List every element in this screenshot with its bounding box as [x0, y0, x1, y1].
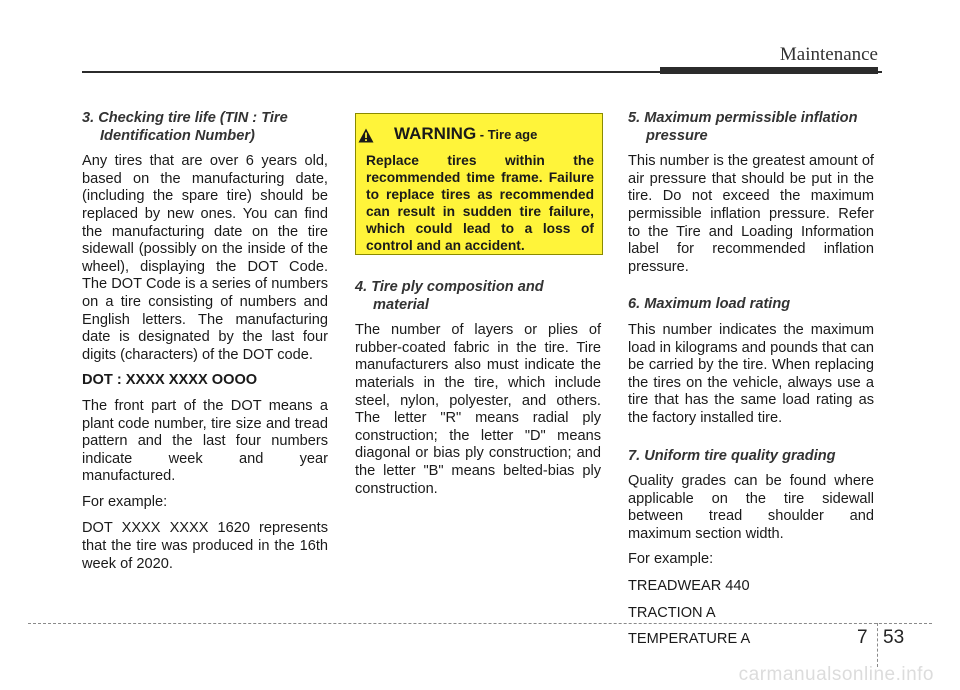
- example-label: For example:: [82, 493, 168, 510]
- header-rule-accent: [660, 67, 878, 74]
- warning-triangle-icon: [358, 128, 374, 143]
- footer-divider: [877, 623, 878, 667]
- example-label: For example:: [628, 551, 714, 568]
- grade-temperature: TEMPERATURE A: [628, 631, 751, 648]
- heading-ply-composition: 4. Tire ply composition and material: [355, 279, 544, 313]
- paragraph-quality-grading: Quality grades can be found where applicable on the tire sidewall between tread shoulder and maximum section width.: [628, 473, 874, 542]
- grade-traction: TRACTION A: [628, 604, 716, 621]
- dot-code-format: DOT : XXXX XXXX OOOO: [82, 372, 258, 389]
- grade-treadwear: TREADWEAR 440: [628, 578, 750, 595]
- footer-rule: [28, 623, 932, 624]
- page-number: 53: [883, 627, 905, 648]
- warning-title: [394, 124, 537, 144]
- watermark: carmanualsonline.info: [738, 664, 934, 685]
- heading-quality-grading: 7. Uniform tire quality grading: [628, 447, 836, 464]
- paragraph-inflation-pressure: This number is the greatest amount of air pressure that should be put in the tire. Do not exceed the maximum permissible inflation pressure. Refer to the Tire and Loading Information label for recommended inflation pressure.: [628, 153, 874, 275]
- paragraph-ply-composition: The number of layers or plies of rubber-coated fabric in the tire. Tire manufacturers also must indicate the materials in the tire, which include steel, nylon, polyester, and others. The letter "R" means radial ply construction; the letter "D" means diagonal or bias ply construction; and the letter "B" means belted-bias ply construction.: [355, 322, 601, 497]
- column-left: [82, 110, 328, 581]
- chapter-number: 7: [857, 627, 868, 648]
- heading-tire-life: 3. Checking tire life (TIN : Tire Identification Number): [82, 110, 288, 144]
- paragraph-tire-age: Any tires that are over 6 years old, based on the manufacturing date, (including the spare tire) should be replaced by new ones. You can find the manufacturing date on the tire sidewall (possibly on the inside of the wheel), displaying the DOT Code. The DOT Code is a series of numbers on a tire consisting of numbers and English letters. The manufacturing date is designated by the last four digits (characters) of the DOT code.: [82, 153, 328, 363]
- warning-box: [355, 113, 603, 255]
- heading-inflation-pressure: 5. Maximum permissible inflation pressure: [628, 110, 858, 144]
- paragraph-load-rating: This number indicates the maximum load in kilograms and pounds that can be carried by the tire. When replacing the tires on the vehicle, always use a tire that has the same load rating as the factory installed tire.: [628, 321, 874, 426]
- warning-subject: - Tire age: [476, 127, 538, 142]
- column-middle: [355, 279, 601, 506]
- warning-text: Replace tires within the recommended time frame. Failure to replace tires as recommended can result in sudden tire failure, which could lead to a loss of control and an accident.: [366, 153, 594, 253]
- warning-word: WARNING: [394, 124, 477, 143]
- section-title: Maintenance: [779, 44, 878, 65]
- heading-load-rating: 6. Maximum load rating: [628, 296, 791, 313]
- column-right: [628, 110, 874, 658]
- paragraph-dot-meaning: The front part of the DOT means a plant code number, tire size and tread pattern and the last four numbers indicate week and year manufactured.: [82, 397, 328, 485]
- paragraph-dot-example: DOT XXXX XXXX 1620 represents that the tire was produced in the 16th week of 2020.: [82, 520, 328, 572]
